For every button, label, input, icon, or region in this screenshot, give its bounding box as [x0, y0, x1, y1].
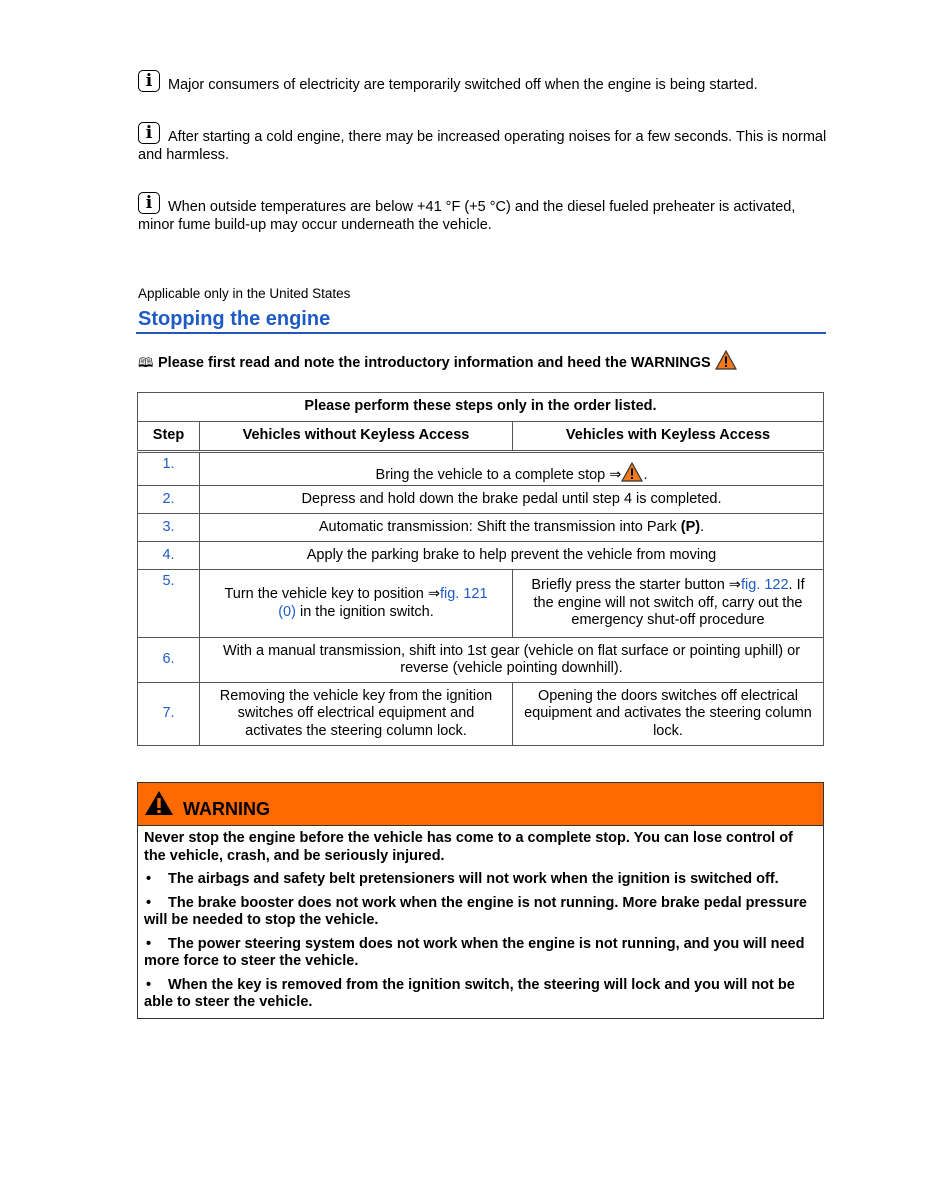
- warning-header: [138, 783, 823, 826]
- step-text: With a manual transmission, shift into 1st gear (vehicle on flat surface or pointing uphill) or reverse (vehicle pointing downhill).: [200, 638, 824, 683]
- step-text-with-keyless: Opening the doors switches off electrical equipment and activates the steering column lock.: [513, 683, 824, 746]
- info-note-text: When outside temperatures are below +41 °F (+5 °C) and the diesel fueled preheater is activated, minor fume build-up may occur underneath the vehicle.: [138, 199, 796, 233]
- steps-table: [137, 392, 824, 746]
- warning-box: [137, 782, 824, 1019]
- read-first-text: Please first read and note the introductory information and heed the WARNINGS: [158, 355, 711, 371]
- info-note: [138, 70, 828, 95]
- info-note-text: After starting a cold engine, there may be increased operating noises for a few seconds. This is normal and harmless.: [138, 129, 827, 163]
- column-header-with-keyless: Vehicles with Keyless Access: [513, 422, 824, 452]
- step-number: 3.: [138, 514, 200, 542]
- heading-divider: [136, 332, 826, 334]
- step-number: 5.: [138, 570, 200, 638]
- warning-bullet: • The brake booster does not work when the engine is not running. More brake pedal pressure will be needed to stop the vehicle.: [144, 895, 817, 930]
- step-text: Bring the vehicle to a complete stop ⇒ .: [200, 452, 824, 486]
- step-text: Automatic transmission: Shift the transmission into Park (P).: [200, 514, 824, 542]
- step-text-without-keyless: Removing the vehicle key from the ignition switches off electrical equipment and activates the steering column lock.: [200, 683, 513, 746]
- table-caption: Please perform these steps only in the order listed.: [138, 393, 824, 422]
- step-number: 1.: [138, 452, 200, 486]
- section-title: Stopping the engine: [138, 308, 331, 330]
- step-number: 7.: [138, 683, 200, 746]
- warning-body: [138, 826, 823, 1018]
- step-text: Depress and hold down the brake pedal until step 4 is completed.: [200, 486, 824, 514]
- table-row: [138, 683, 824, 746]
- column-header-step: Step: [138, 422, 200, 452]
- position-0-link[interactable]: (0): [278, 603, 296, 620]
- warning-intro: Never stop the engine before the vehicle has come to a complete stop. You can lose control of the vehicle, crash, and be seriously injured.: [144, 830, 793, 864]
- warning-triangle-icon[interactable]: [621, 462, 643, 482]
- warning-bullet: • The airbags and safety belt pretensioners will not work when the ignition is switched off.: [144, 871, 817, 889]
- applicability-note: Applicable only in the United States: [138, 286, 351, 301]
- table-row: [138, 514, 824, 542]
- step-number: 2.: [138, 486, 200, 514]
- warning-bullet: • The power steering system does not work when the engine is not running, and you will need more force to steer the vehicle.: [144, 936, 817, 971]
- table-row: [138, 486, 824, 514]
- info-icon: i: [138, 122, 160, 144]
- warning-bullet: • When the key is removed from the ignition switch, the steering will lock and you will not be able to steer the vehicle.: [144, 977, 817, 1012]
- step-text-without-keyless: Turn the vehicle key to position ⇒fig. 121 (0) in the ignition switch.: [200, 570, 513, 638]
- info-note: [138, 122, 828, 164]
- read-first-line: [138, 350, 737, 376]
- info-icon: i: [138, 70, 160, 92]
- table-row: [138, 452, 824, 486]
- info-note-text: Major consumers of electricity are temporarily switched off when the engine is being started.: [168, 77, 758, 93]
- fig-121-link[interactable]: fig. 121: [439, 586, 488, 602]
- warning-triangle-icon: [144, 790, 174, 816]
- table-row: [138, 542, 824, 570]
- warning-title: WARNING: [183, 799, 270, 819]
- table-row: [138, 570, 824, 638]
- step-number: 6.: [138, 638, 200, 683]
- step-text: Apply the parking brake to help prevent the vehicle from moving: [200, 542, 824, 570]
- book-icon: 🕮: [138, 355, 154, 370]
- step-number: 4.: [138, 542, 200, 570]
- info-icon: i: [138, 192, 160, 214]
- fig-122-link[interactable]: fig. 122: [740, 577, 789, 594]
- warning-triangle-icon[interactable]: [715, 350, 737, 370]
- column-header-without-keyless: Vehicles without Keyless Access: [200, 422, 513, 452]
- info-note: [138, 192, 828, 234]
- step-text-with-keyless: Briefly press the starter button ⇒fig. 122. If the engine will not switch off, carry out the emergency shut-off procedure: [513, 570, 824, 638]
- table-row: [138, 638, 824, 683]
